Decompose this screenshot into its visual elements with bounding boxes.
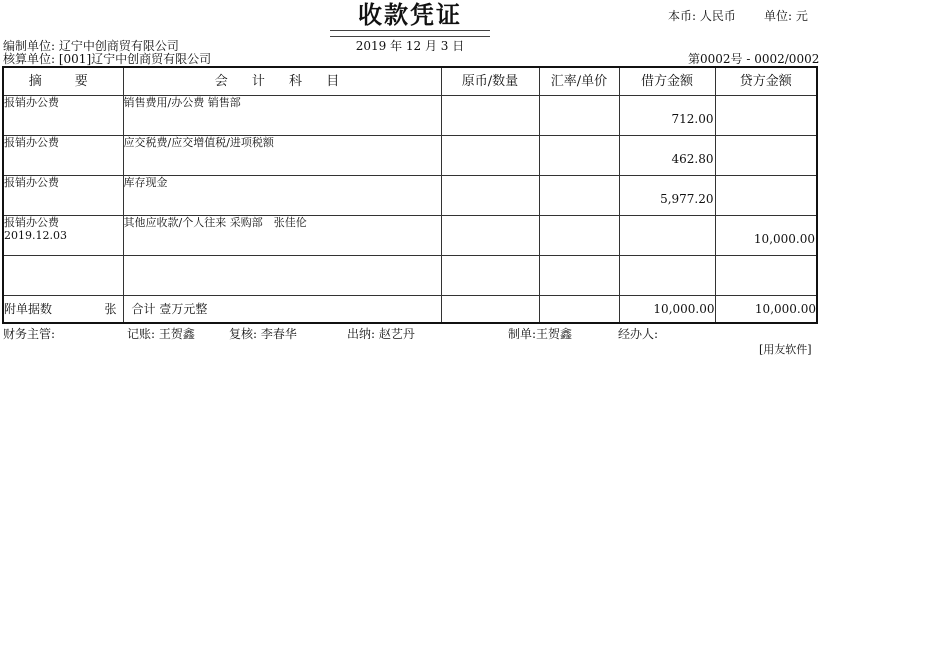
total-credit: 10,000.00 — [715, 296, 817, 324]
preparer: 制单:王贺鑫 — [508, 327, 573, 341]
row-account: 其他应收款/个人往来 采购部 张佳伦 — [123, 216, 441, 256]
compiling-unit: 编制单位: 辽宁中创商贸有限公司 — [3, 39, 179, 53]
accounting-unit: 核算单位: [001]辽宁中创商贸有限公司 — [3, 52, 212, 66]
voucher-table — [2, 66, 818, 324]
currency-label: 本币: 人民币 — [668, 9, 736, 23]
col-credit-header: 贷方金额 — [715, 67, 817, 96]
row-orig-qty — [441, 136, 539, 176]
row-rate — [539, 256, 619, 296]
row-account: 销售费用/办公费 销售部 — [123, 96, 441, 136]
row-summary: 报销办公费 — [3, 176, 123, 216]
row-summary — [3, 256, 123, 296]
col-rate-price-header: 汇率/单价 — [539, 67, 619, 96]
total-debit: 10,000.00 — [619, 296, 715, 324]
table-row — [3, 96, 817, 136]
row-summary: 报销办公费 — [3, 96, 123, 136]
total-orig-qty — [441, 296, 539, 324]
attachments-unit: 张 — [104, 301, 117, 316]
row-account — [123, 256, 441, 296]
row-account: 库存现金 — [123, 176, 441, 216]
row-rate — [539, 216, 619, 256]
total-rate — [539, 296, 619, 324]
attachments-label: 附单据数 — [4, 301, 53, 316]
row-credit — [715, 136, 817, 176]
finance-manager: 财务主管: — [3, 327, 56, 341]
row-credit — [715, 96, 817, 136]
row-account: 应交税费/应交增值税/进项税额 — [123, 136, 441, 176]
cashier: 出纳: 赵艺丹 — [347, 327, 415, 341]
bookkeeper: 记账: 王贺鑫 — [127, 327, 195, 341]
table-row — [3, 216, 817, 256]
row-debit — [619, 216, 715, 256]
row-orig-qty — [441, 256, 539, 296]
col-summary-header: 摘 要 — [3, 67, 123, 96]
row-orig-qty — [441, 176, 539, 216]
voucher-date: 2019 年 12 月 3 日 — [355, 39, 465, 53]
attachments-cell — [3, 296, 123, 324]
row-debit — [619, 256, 715, 296]
reviewer: 复核: 李春华 — [229, 327, 297, 341]
table-row — [3, 136, 817, 176]
row-summary: 报销办公费 2019.12.03 — [3, 216, 123, 256]
software-brand: [用友软件] — [759, 343, 812, 356]
row-orig-qty — [441, 216, 539, 256]
voucher-title: 收款凭证 — [358, 0, 462, 29]
voucher-number: 第0002号 - 0002/0002 — [688, 52, 820, 66]
col-debit-header: 借方金额 — [619, 67, 715, 96]
row-debit: 462.80 — [619, 136, 715, 176]
unit-label: 单位: 元 — [764, 9, 808, 23]
row-rate — [539, 176, 619, 216]
total-label: 合计 壹万元整 — [123, 296, 441, 324]
total-row — [3, 296, 817, 324]
row-orig-qty — [441, 96, 539, 136]
row-rate — [539, 96, 619, 136]
table-row — [3, 176, 817, 216]
row-debit: 5,977.20 — [619, 176, 715, 216]
header-row — [3, 67, 817, 96]
table-row — [3, 256, 817, 296]
title-double-underline — [330, 30, 490, 37]
row-credit: 10,000.00 — [715, 216, 817, 256]
col-account-header: 会 计 科 目 — [123, 67, 441, 96]
row-credit — [715, 176, 817, 216]
col-orig-qty-header: 原币/数量 — [441, 67, 539, 96]
row-credit — [715, 256, 817, 296]
row-rate — [539, 136, 619, 176]
row-debit: 712.00 — [619, 96, 715, 136]
handler: 经办人: — [618, 327, 659, 341]
row-summary: 报销办公费 — [3, 136, 123, 176]
